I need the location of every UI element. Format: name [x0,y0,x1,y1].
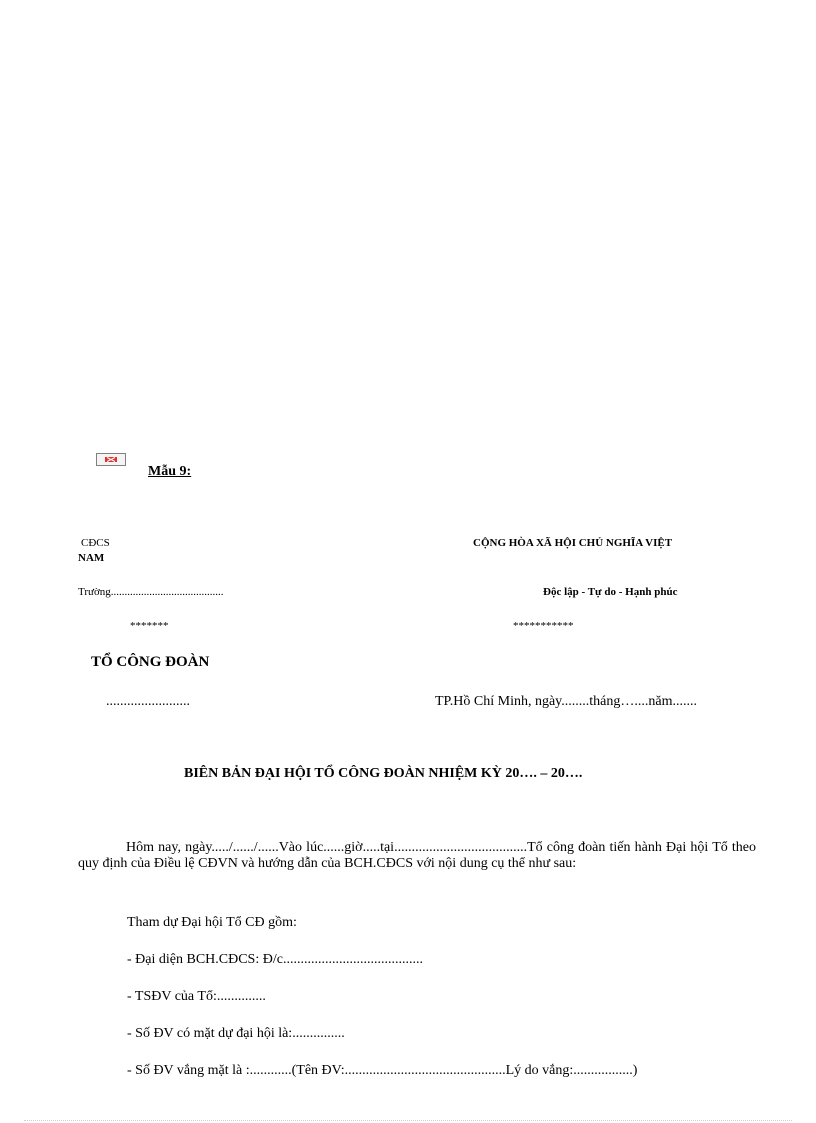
list-item: - Đại diện BCH.CĐCS: Đ/c........................................ [127,952,423,967]
intro-text: Hôm nay, ngày...../....../......Vào lúc......giờ.....tại......................................Tổ công đoàn tiến hành Đại hội Tổ theo quy định của Điều lệ CĐVN và hướng dẫn của BCH.CĐCS với nội dung cụ thể như sau: [78,840,756,871]
page-separator [24,1120,792,1121]
broken-image-icon [96,453,126,466]
left-stars: ******* [130,620,169,632]
intro-paragraph [78,840,756,872]
country-name: CỘNG HÒA XÃ HỘI CHỦ NGHĨA VIỆT [473,537,673,549]
place-date: TP.Hồ Chí Minh, ngày........tháng…....năm....... [435,694,697,709]
unit-title: TỔ CÔNG ĐOÀN [91,654,210,670]
attendance-heading: Tham dự Đại hội Tổ CĐ gồm: [127,915,297,930]
union-branch-label: CĐCS [81,537,110,549]
form-label: Mẫu 9: [148,464,192,479]
country-name-wrap: NAM [78,552,105,564]
motto: Độc lập - Tự do - Hạnh phúc [543,586,678,598]
list-item: - Số ĐV có mặt dự đại hội là:............... [127,1026,345,1041]
school-line: Trường......................................... [78,586,224,598]
right-stars: *********** [513,620,574,632]
document-title: BIÊN BẢN ĐẠI HỘI TỔ CÔNG ĐOÀN NHIỆM KỲ 20…. – 20…. [184,766,583,781]
list-item: - TSĐV của Tổ:.............. [127,989,266,1004]
list-item: - Số ĐV vắng mặt là :............(Tên ĐV:..............................................Lý do vắng:.................) [127,1063,638,1078]
unit-blank: ........................ [106,694,190,709]
